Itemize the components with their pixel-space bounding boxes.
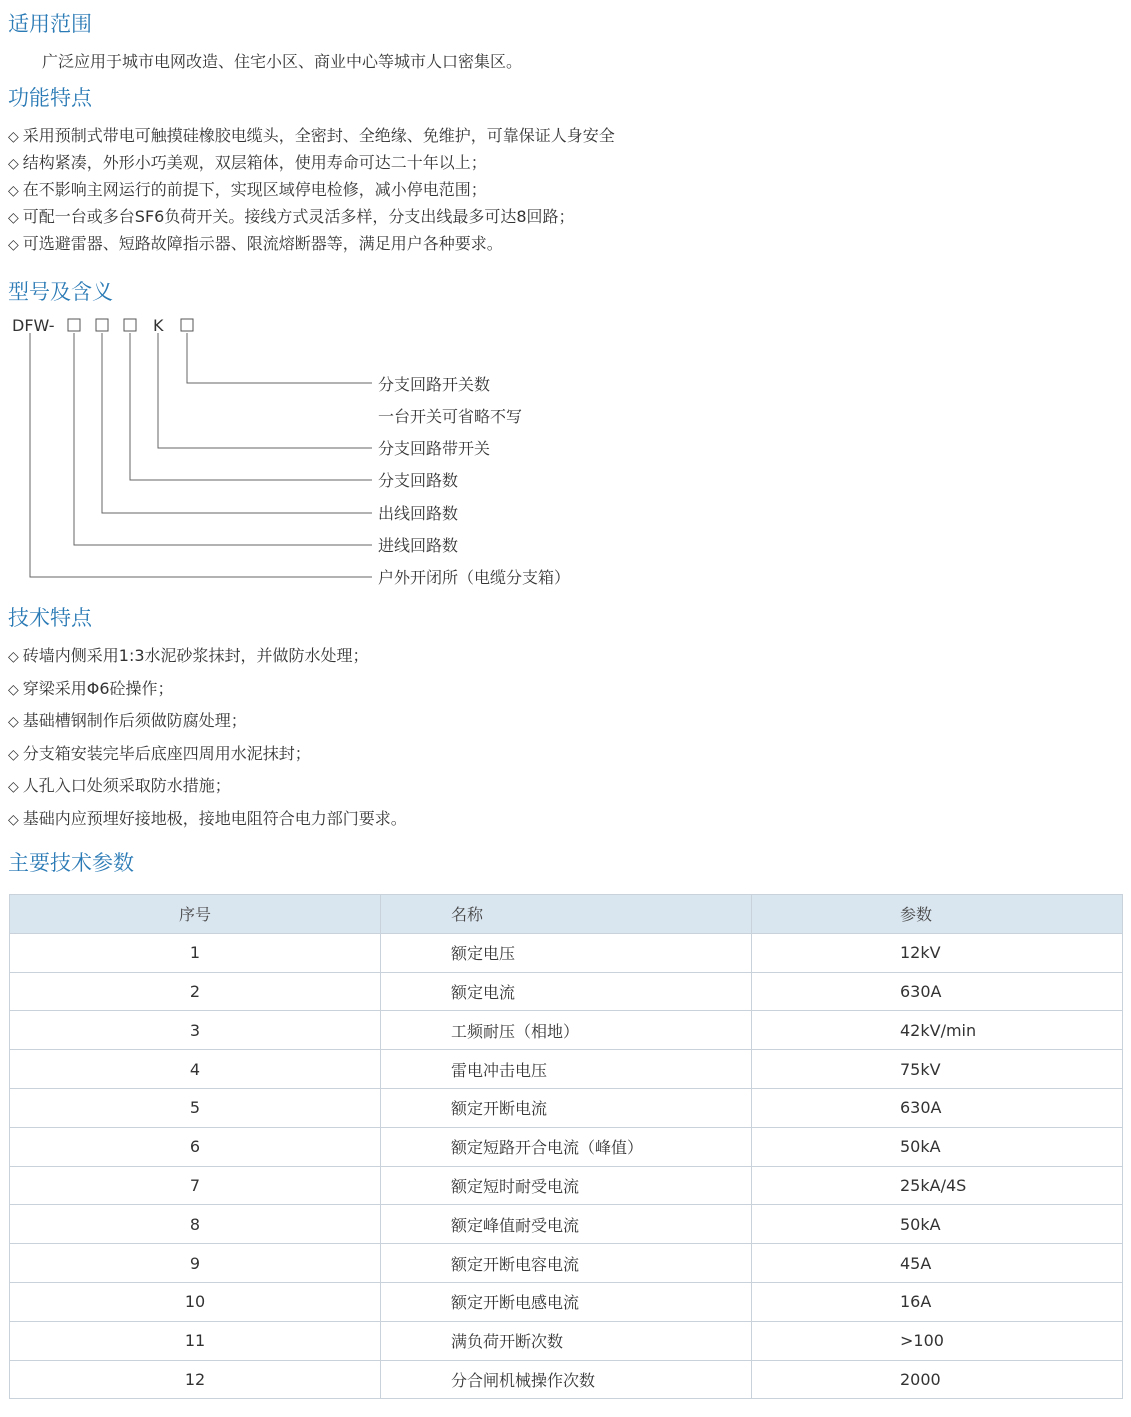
cell-value: 75kV [752, 1050, 1123, 1089]
cell-value: 42kV/min [752, 1011, 1123, 1050]
list-item: ◇ 砖墙内侧采用1:3水泥砂浆抹封，并做防水处理； [8, 646, 407, 679]
column-header-value: 参数 [752, 895, 1123, 934]
table-row [10, 1166, 1123, 1205]
placeholder-box-2 [96, 319, 108, 331]
connector-line-1 [187, 333, 372, 383]
cell-value: 630A [752, 972, 1123, 1011]
cell-name: 雷电冲击电压 [381, 1050, 752, 1089]
model-label: 分支回路带开关 [378, 439, 491, 458]
cell-value: 25kA/4S [752, 1166, 1123, 1205]
cell-index: 12 [10, 1360, 381, 1399]
cell-name: 工频耐压（相地） [381, 1011, 752, 1050]
cell-index: 8 [10, 1205, 381, 1244]
table-row [10, 1050, 1123, 1089]
list-item: ◇ 可选避雷器、短路故障指示器、限流熔断器等，满足用户各种要求。 [8, 234, 615, 261]
section-title-model: 型号及含义 [8, 280, 113, 304]
cell-index: 4 [10, 1050, 381, 1089]
model-label: 户外开闭所（电缆分支箱） [378, 568, 571, 587]
table-row [10, 933, 1123, 972]
table-row [10, 1088, 1123, 1127]
list-item: ◇ 可配一台或多台SF6负荷开关。接线方式灵活多样，分支出线最多可达8回路； [8, 207, 615, 234]
cell-value: 50kA [752, 1205, 1123, 1244]
cell-index: 5 [10, 1088, 381, 1127]
model-label: 进线回路数 [378, 536, 459, 555]
cell-value: 50kA [752, 1127, 1123, 1166]
table-row [10, 1127, 1123, 1166]
cell-index: 1 [10, 933, 381, 972]
model-label: 出线回路数 [378, 504, 459, 523]
cell-name: 额定短时耐受电流 [381, 1166, 752, 1205]
connector-line-4 [102, 333, 372, 513]
cell-index: 3 [10, 1011, 381, 1050]
list-item: ◇ 基础内应预埋好接地极，接地电阻符合电力部门要求。 [8, 809, 407, 842]
cell-index: 2 [10, 972, 381, 1011]
table-row [10, 1011, 1123, 1050]
table-row [10, 1360, 1123, 1399]
cell-value: 630A [752, 1088, 1123, 1127]
table-row [10, 972, 1123, 1011]
model-label: 一台开关可省略不写 [378, 407, 523, 426]
cell-index: 9 [10, 1244, 381, 1283]
model-code-k: K [153, 316, 164, 335]
placeholder-box-3 [124, 319, 136, 331]
list-item: ◇ 结构紧凑，外形小巧美观，双层箱体，使用寿命可达二十年以上； [8, 153, 615, 180]
cell-name: 分合闸机械操作次数 [381, 1360, 752, 1399]
table-row [10, 1321, 1123, 1360]
cell-index: 7 [10, 1166, 381, 1205]
cell-name: 额定开断电容电流 [381, 1244, 752, 1283]
table-row [10, 1205, 1123, 1244]
column-header-index: 序号 [10, 895, 381, 934]
placeholder-box-4 [181, 319, 193, 331]
cell-name: 额定电压 [381, 933, 752, 972]
cell-value: 16A [752, 1282, 1123, 1321]
list-item: ◇ 穿梁采用Φ6砼操作； [8, 679, 407, 712]
cell-name: 满负荷开断次数 [381, 1321, 752, 1360]
column-header-name: 名称 [381, 895, 752, 934]
connector-line-3 [130, 333, 372, 480]
section-title-scope: 适用范围 [8, 12, 92, 36]
cell-value: 12kV [752, 933, 1123, 972]
model-code-svg [0, 310, 720, 600]
cell-name: 额定短路开合电流（峰值） [381, 1127, 752, 1166]
list-item: ◇ 分支箱安装完毕后底座四周用水泥抹封； [8, 744, 407, 777]
table-row [10, 1244, 1123, 1283]
list-item: ◇ 采用预制式带电可触摸硅橡胶电缆头，全密封、全绝缘、免维护，可靠保证人身安全 [8, 126, 615, 153]
list-item: ◇ 在不影响主网运行的前提下，实现区域停电检修，减小停电范围； [8, 180, 615, 207]
section-title-features: 功能特点 [8, 86, 92, 110]
cell-value: 2000 [752, 1360, 1123, 1399]
connector-line-6 [30, 333, 372, 577]
model-code-prefix: DFW- [12, 316, 55, 335]
model-label: 分支回路数 [378, 471, 459, 490]
cell-value: 45A [752, 1244, 1123, 1283]
model-label: 分支回路开关数 [378, 375, 491, 394]
cell-name: 额定开断电流 [381, 1088, 752, 1127]
cell-name: 额定峰值耐受电流 [381, 1205, 752, 1244]
list-item: ◇ 基础槽钢制作后须做防腐处理； [8, 711, 407, 744]
cell-index: 6 [10, 1127, 381, 1166]
table-row [10, 1282, 1123, 1321]
tech-list [8, 646, 407, 841]
scope-text: 广泛应用于城市电网改造、住宅小区、商业中心等城市人口密集区。 [42, 52, 523, 71]
cell-name: 额定电流 [381, 972, 752, 1011]
cell-value: >100 [752, 1321, 1123, 1360]
section-title-params: 主要技术参数 [8, 851, 134, 875]
section-title-tech: 技术特点 [8, 606, 92, 630]
connector-line-2 [158, 333, 372, 448]
list-item: ◇ 人孔入口处须采取防水措施； [8, 776, 407, 809]
cell-index: 11 [10, 1321, 381, 1360]
cell-name: 额定开断电感电流 [381, 1282, 752, 1321]
model-code-diagram [0, 310, 720, 600]
placeholder-box-1 [68, 319, 80, 331]
features-list [8, 126, 615, 261]
cell-index: 10 [10, 1282, 381, 1321]
table-header-row [10, 895, 1123, 934]
params-table [9, 894, 1123, 1399]
